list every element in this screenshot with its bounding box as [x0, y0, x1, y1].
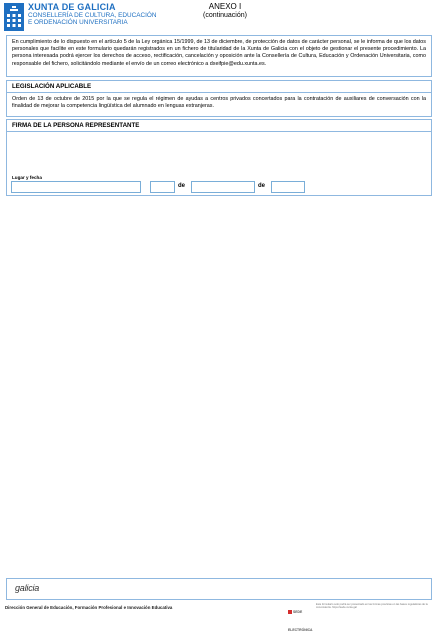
annex-heading: [190, 2, 260, 19]
sede-label: SEDE ELECTRÓNICA: [288, 609, 313, 632]
legislation-title: LEGISLACIÓN APLICABLE: [7, 83, 431, 93]
de-separator-1: de: [178, 183, 186, 189]
xunta-shield-icon: [4, 3, 24, 31]
signature-title: FIRMA DE LA PERSONA REPRESENTANTE: [7, 122, 431, 132]
footer-logo-panel: [6, 578, 432, 600]
legislation-text: Orden de 13 de octubre de 2015 por la que se regula el régimen de ayudas a centros privados concertados para la contratación de auxiliares de conversación con la finalidad de mejorar la competencia lingüística del alumnado en lenguas extranjeras.: [12, 96, 426, 110]
header: [0, 0, 438, 34]
galicia-logo: galicia: [15, 583, 40, 593]
year-field[interactable]: [271, 181, 305, 193]
sede-badge[interactable]: [288, 603, 314, 632]
place-field[interactable]: [11, 181, 141, 193]
privacy-panel: [6, 35, 432, 77]
month-field[interactable]: [191, 181, 255, 193]
footer-department: Dirección General de Educación, Formación Profesional e Innovación Educativa: [5, 605, 173, 610]
brand-block: [28, 2, 188, 27]
day-field[interactable]: [150, 181, 175, 193]
place-date-label: Lugar y fecha: [12, 175, 42, 180]
signature-panel: [6, 119, 432, 196]
legislation-panel: [6, 80, 432, 117]
annex-title: ANEXO I: [208, 2, 242, 11]
sede-icon: [288, 610, 292, 614]
privacy-text: En cumplimiento de lo dispuesto en el artículo 5 de la Ley orgánica 15/1999, de 13 de diciembre, de protección de datos de carácter personal, se le informa de que los datos personales que facilite en este formulario quedarán registrados en un fichero de titularidad de la Xunta de Galicia con el objeto de gestionar el presente procedimiento. La persona interesada podrá ejercer los derechos de acceso, rectificación, cancelación y oposición ante la Consellería de Cultura, Educación y Ordenación Universitaria, como responsable del fichero, solicitándolo mediante el envío de un correo electrónico a dxeifpie@edu.xunta.es.: [12, 39, 426, 67]
de-separator-2: de: [258, 183, 266, 189]
annex-subtitle: (continuación): [203, 12, 247, 19]
legal-text: Este formulario solo podrá ser presentado en las formas previstas en las bases reguladoras de la convocatoria. https://sede.xunta.gal: [316, 603, 428, 610]
brand-line-1: CONSELLERÍA DE CULTURA, EDUCACIÓN: [28, 12, 157, 19]
brand-line-2: E ORDENACIÓN UNIVERSITARIA: [28, 19, 128, 27]
brand-title: XUNTA DE GALICIA: [28, 2, 116, 12]
